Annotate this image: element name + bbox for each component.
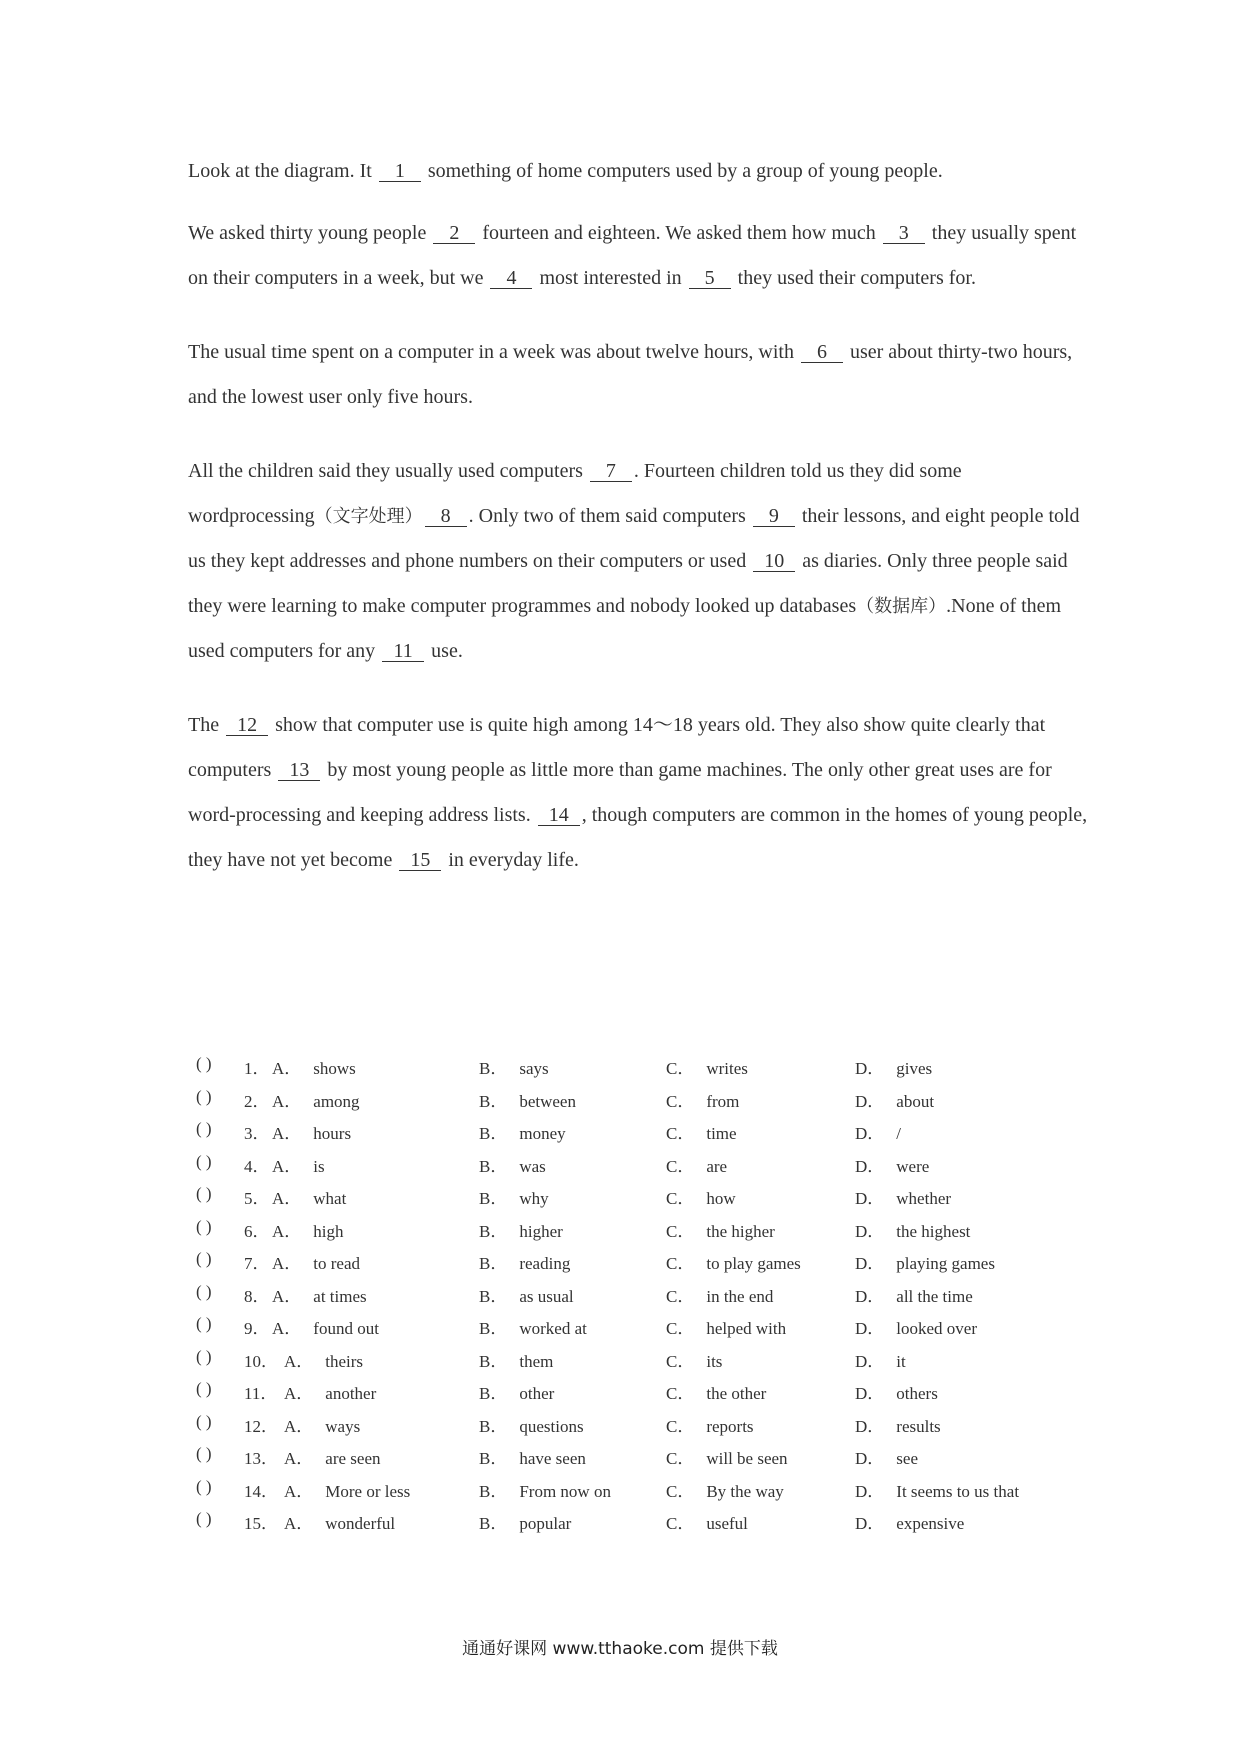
question-number: 11．: [244, 1384, 278, 1403]
blank-4: 4: [490, 269, 532, 289]
option-text: to play games: [706, 1254, 801, 1273]
option-text: By the way: [706, 1481, 784, 1501]
option-text: found out: [313, 1319, 379, 1338]
paragraph-5: [188, 703, 1088, 883]
option-letter: A．: [284, 1449, 314, 1468]
option-text: to read: [313, 1254, 361, 1273]
option-b: [479, 1347, 553, 1372]
option-letter: D．: [855, 1351, 885, 1371]
option-d: [855, 1119, 901, 1144]
option-c: [666, 1217, 775, 1242]
answer-bracket[interactable]: ( ): [196, 1184, 212, 1203]
option-letter: C．: [666, 1449, 695, 1468]
option-letter: C．: [666, 1481, 695, 1501]
option-letter: B．: [479, 1189, 508, 1208]
option-a: [272, 1152, 325, 1177]
option-letter: B．: [479, 1286, 508, 1306]
question-row: [196, 1347, 1096, 1380]
text: their lessons, and eight people told us they kept addresses and phone numbers on their computers or used: [188, 505, 1080, 572]
text: in everyday life.: [443, 849, 579, 871]
blank-6: 6: [801, 343, 843, 363]
option-text: theirs: [325, 1351, 364, 1371]
answer-bracket[interactable]: ( ): [196, 1444, 212, 1463]
option-a: [284, 1509, 395, 1534]
option-letter: B．: [479, 1221, 508, 1241]
option-letter: C．: [666, 1124, 695, 1143]
option-letter: B．: [479, 1351, 508, 1371]
text: The usual time spent on a computer in a week was about twelve hours, with: [188, 341, 799, 363]
answer-bracket[interactable]: ( ): [196, 1249, 212, 1268]
text: as diaries. Only three people said they were learning to make computer programmes and nobody looked up databases: [188, 550, 1068, 617]
page-footer: 通通好课网 www.tthaoke.com 提供下载: [462, 1639, 778, 1659]
option-text: hours: [313, 1124, 352, 1143]
option-c: [666, 1119, 737, 1144]
option-text: between: [519, 1091, 576, 1111]
text: by most young people as little more than game machines. The only other great uses are for word-processing and keeping address lists.: [188, 759, 1052, 826]
option-text: reading: [519, 1254, 571, 1273]
option-c: [666, 1054, 748, 1079]
option-text: helped with: [706, 1319, 787, 1338]
blank-15: 15: [399, 851, 441, 871]
option-letter: B．: [479, 1514, 508, 1533]
blank-12: 12: [226, 716, 268, 736]
option-b: [479, 1314, 587, 1339]
option-c: [666, 1152, 727, 1177]
option-letter: A．: [272, 1156, 302, 1176]
answer-bracket[interactable]: ( ): [196, 1281, 212, 1301]
blank-11: 11: [382, 642, 424, 662]
option-text: results: [896, 1416, 941, 1436]
option-text: see: [896, 1449, 918, 1468]
option-letter: C．: [666, 1189, 695, 1208]
option-c: [666, 1184, 736, 1209]
option-text: time: [706, 1124, 737, 1143]
answer-bracket[interactable]: ( ): [196, 1411, 212, 1431]
option-d: [855, 1087, 934, 1112]
paragraph-2: [188, 211, 1088, 301]
blank-13: 13: [278, 761, 320, 781]
answer-options-list: [196, 1054, 1096, 1542]
paragraph-3: [188, 330, 1088, 420]
question-row: [196, 1249, 1096, 1282]
option-text: gives: [896, 1059, 933, 1078]
option-letter: D．: [855, 1254, 885, 1273]
text: use.: [426, 640, 463, 662]
option-text: money: [519, 1124, 566, 1143]
option-d: [855, 1054, 932, 1079]
option-letter: B．: [479, 1059, 508, 1078]
option-text: the higher: [706, 1221, 775, 1241]
option-letter: D．: [855, 1156, 885, 1176]
option-d: [855, 1477, 1019, 1502]
answer-bracket[interactable]: ( ): [196, 1509, 212, 1528]
option-c: [666, 1379, 766, 1404]
option-letter: D．: [855, 1189, 885, 1208]
option-text: from: [706, 1091, 740, 1111]
option-text: questions: [519, 1416, 584, 1436]
option-text: another: [325, 1384, 377, 1403]
option-a: [272, 1119, 351, 1144]
option-letter: A．: [272, 1124, 302, 1143]
question-row: [196, 1509, 1096, 1542]
option-letter: C．: [666, 1059, 695, 1078]
option-b: [479, 1379, 554, 1404]
option-d: [855, 1217, 970, 1242]
option-d: [855, 1282, 973, 1307]
text: show that computer use is quite high among 14～18 years old. They also show quite clearly that computers: [188, 714, 1046, 781]
option-text: why: [519, 1189, 549, 1208]
option-text: More or less: [325, 1481, 411, 1501]
option-text: at times: [313, 1286, 367, 1306]
text: All the children said they usually used computers: [188, 460, 588, 482]
paragraph-4: [188, 449, 1088, 674]
text: something of home computers used by a group of young people.: [422, 160, 943, 182]
option-letter: C．: [666, 1319, 695, 1338]
option-b: [479, 1152, 546, 1177]
option-d: [855, 1412, 941, 1437]
option-text: was: [519, 1156, 546, 1176]
option-text: are: [706, 1156, 728, 1176]
option-letter: D．: [855, 1286, 885, 1306]
option-text: as usual: [519, 1286, 574, 1306]
option-text: in the end: [706, 1286, 774, 1306]
option-c: [666, 1249, 801, 1274]
option-letter: B．: [479, 1091, 508, 1111]
question-row: [196, 1152, 1096, 1185]
option-letter: C．: [666, 1221, 695, 1241]
option-text: other: [519, 1384, 555, 1403]
option-text: popular: [519, 1514, 572, 1533]
option-b: [479, 1282, 574, 1307]
text: fourteen and eighteen. We asked them how much: [477, 222, 881, 244]
option-c: [666, 1282, 773, 1307]
option-c: [666, 1347, 722, 1372]
blank-5: 5: [689, 269, 731, 289]
option-b: [479, 1249, 570, 1274]
option-a: [284, 1379, 376, 1404]
question-row: [196, 1379, 1096, 1412]
option-text: were: [896, 1156, 930, 1176]
option-letter: C．: [666, 1091, 695, 1111]
option-d: [855, 1444, 918, 1469]
blank-9: 9: [753, 507, 795, 527]
text: most interested in: [534, 267, 687, 289]
option-a: [272, 1054, 356, 1079]
option-d: [855, 1184, 951, 1209]
text: they usually spent on their computers in a week, but we: [188, 222, 1077, 289]
option-text: ways: [325, 1416, 361, 1436]
option-text: is: [313, 1156, 325, 1176]
question-row: [196, 1217, 1096, 1250]
option-c: [666, 1477, 784, 1502]
option-a: [284, 1412, 360, 1437]
option-b: [479, 1054, 549, 1079]
question-row: [196, 1119, 1096, 1152]
option-text: It seems to us that: [896, 1481, 1020, 1501]
option-text: reports: [706, 1416, 754, 1436]
option-letter: D．: [855, 1481, 885, 1501]
option-a: [272, 1282, 367, 1307]
question-number: 6．: [244, 1221, 270, 1241]
text: , though computers are common in the homes of young people, they have not yet become: [188, 804, 1088, 871]
option-letter: A．: [284, 1384, 314, 1403]
option-text: says: [519, 1059, 549, 1078]
option-d: [855, 1152, 929, 1177]
option-text: what: [313, 1189, 347, 1208]
option-a: [284, 1444, 381, 1469]
option-a: [272, 1249, 360, 1274]
option-text: writes: [706, 1059, 748, 1078]
option-letter: B．: [479, 1156, 508, 1176]
option-letter: D．: [855, 1384, 885, 1403]
option-letter: D．: [855, 1449, 885, 1468]
text: . Fourteen children told us they did some wordprocessing: [188, 460, 962, 527]
question-number: 8．: [244, 1286, 270, 1306]
answer-bracket[interactable]: ( ): [196, 1346, 212, 1366]
answer-bracket[interactable]: ( ): [196, 1476, 212, 1496]
option-text: the other: [706, 1384, 767, 1403]
option-letter: C．: [666, 1254, 695, 1273]
option-letter: B．: [479, 1481, 508, 1501]
question-number: 1．: [244, 1059, 270, 1078]
option-letter: A．: [284, 1481, 314, 1501]
option-letter: D．: [855, 1319, 885, 1338]
option-letter: C．: [666, 1286, 695, 1306]
option-a: [284, 1477, 410, 1502]
option-text: From now on: [519, 1481, 611, 1501]
option-a: [272, 1217, 344, 1242]
option-text: the highest: [896, 1221, 971, 1241]
option-letter: D．: [855, 1059, 885, 1078]
option-letter: A．: [272, 1319, 302, 1338]
text: user about thirty-two hours, and the lowest user only five hours.: [188, 341, 1073, 408]
option-text: expensive: [896, 1514, 965, 1533]
option-letter: A．: [272, 1221, 302, 1241]
option-d: [855, 1347, 906, 1372]
question-row: [196, 1477, 1096, 1510]
text: The: [188, 714, 225, 736]
option-letter: D．: [855, 1514, 885, 1533]
option-text: them: [519, 1351, 554, 1371]
blank-3: 3: [883, 224, 925, 244]
option-text: have seen: [519, 1449, 586, 1468]
option-text: /: [896, 1124, 902, 1143]
option-b: [479, 1217, 563, 1242]
blank-1: 1: [379, 162, 421, 182]
option-text: it: [896, 1351, 906, 1371]
chinese-gloss: （数据库）: [856, 596, 947, 617]
option-letter: B．: [479, 1384, 508, 1403]
option-letter: A．: [284, 1416, 314, 1436]
blank-2: 2: [433, 224, 475, 244]
option-text: higher: [519, 1221, 563, 1241]
option-text: are seen: [325, 1449, 381, 1468]
option-text: others: [896, 1384, 938, 1403]
question-number: 9．: [244, 1319, 270, 1338]
option-letter: B．: [479, 1319, 508, 1338]
paragraph-1: [188, 160, 1088, 182]
option-b: [479, 1184, 549, 1209]
question-row: [196, 1087, 1096, 1120]
option-text: whether: [896, 1189, 952, 1208]
question-number: 2．: [244, 1091, 270, 1111]
option-d: [855, 1249, 995, 1274]
option-letter: A．: [272, 1091, 302, 1111]
option-letter: D．: [855, 1416, 885, 1436]
option-letter: A．: [272, 1189, 302, 1208]
option-letter: A．: [272, 1254, 302, 1273]
text: . Only two of them said computers: [468, 505, 751, 527]
text: they used their computers for.: [732, 267, 976, 289]
option-text: high: [313, 1221, 344, 1241]
option-letter: C．: [666, 1416, 695, 1436]
question-row: [196, 1412, 1096, 1445]
option-letter: C．: [666, 1384, 695, 1403]
option-letter: A．: [272, 1059, 302, 1078]
chinese-gloss: （文字处理）: [314, 506, 423, 527]
option-b: [479, 1477, 611, 1502]
option-a: [272, 1184, 346, 1209]
option-text: all the time: [896, 1286, 973, 1306]
option-letter: A．: [284, 1514, 314, 1533]
option-d: [855, 1314, 977, 1339]
option-letter: D．: [855, 1221, 885, 1241]
option-text: about: [896, 1091, 935, 1111]
question-number: 14．: [244, 1481, 278, 1501]
option-a: [284, 1347, 363, 1372]
option-d: [855, 1509, 964, 1534]
question-number: 7．: [244, 1254, 270, 1273]
option-b: [479, 1444, 586, 1469]
option-b: [479, 1087, 576, 1112]
option-text: playing games: [896, 1254, 995, 1273]
question-number: 10．: [244, 1351, 278, 1371]
answer-bracket[interactable]: ( ): [196, 1054, 212, 1073]
answer-bracket[interactable]: ( ): [196, 1379, 212, 1398]
option-letter: B．: [479, 1416, 508, 1436]
question-number: 13．: [244, 1449, 278, 1468]
option-b: [479, 1509, 571, 1534]
option-b: [479, 1119, 566, 1144]
cloze-passage: [188, 160, 1088, 912]
option-text: wonderful: [325, 1514, 396, 1533]
option-c: [666, 1314, 786, 1339]
option-letter: D．: [855, 1124, 885, 1143]
option-letter: B．: [479, 1124, 508, 1143]
option-letter: B．: [479, 1254, 508, 1273]
option-letter: C．: [666, 1156, 695, 1176]
question-number: 4．: [244, 1156, 270, 1176]
option-text: its: [706, 1351, 723, 1371]
option-a: [272, 1087, 360, 1112]
answer-bracket[interactable]: ( ): [196, 1119, 212, 1138]
question-number: 5．: [244, 1189, 270, 1208]
option-text: worked at: [519, 1319, 587, 1338]
option-text: will be seen: [706, 1449, 788, 1468]
option-text: shows: [313, 1059, 356, 1078]
option-text: looked over: [896, 1319, 978, 1338]
question-number: 15．: [244, 1514, 278, 1533]
answer-bracket[interactable]: ( ): [196, 1314, 212, 1333]
question-number: 12．: [244, 1416, 278, 1436]
question-row: [196, 1444, 1096, 1477]
text: We asked thirty young people: [188, 222, 432, 244]
option-c: [666, 1087, 739, 1112]
answer-bracket[interactable]: ( ): [196, 1151, 212, 1171]
question-row: [196, 1314, 1096, 1347]
option-letter: A．: [284, 1351, 314, 1371]
blank-8: 8: [425, 507, 467, 527]
option-c: [666, 1509, 748, 1534]
option-letter: D．: [855, 1091, 885, 1111]
answer-bracket[interactable]: ( ): [196, 1216, 212, 1236]
option-letter: C．: [666, 1351, 695, 1371]
question-row: [196, 1282, 1096, 1315]
option-b: [479, 1412, 584, 1437]
option-c: [666, 1412, 754, 1437]
question-row: [196, 1054, 1096, 1087]
question-row: [196, 1184, 1096, 1217]
option-letter: A．: [272, 1286, 302, 1306]
option-c: [666, 1444, 788, 1469]
option-letter: C．: [666, 1514, 695, 1533]
answer-bracket[interactable]: ( ): [196, 1086, 212, 1106]
text: .None of them used computers for any: [188, 595, 1062, 662]
text: Look at the diagram. It: [188, 160, 377, 182]
blank-7: 7: [590, 462, 632, 482]
option-a: [272, 1314, 379, 1339]
option-d: [855, 1379, 938, 1404]
option-text: useful: [706, 1514, 748, 1533]
blank-10: 10: [753, 552, 795, 572]
option-text: how: [706, 1189, 736, 1208]
option-text: among: [313, 1091, 360, 1111]
blank-14: 14: [538, 806, 580, 826]
option-letter: B．: [479, 1449, 508, 1468]
question-number: 3．: [244, 1124, 270, 1143]
